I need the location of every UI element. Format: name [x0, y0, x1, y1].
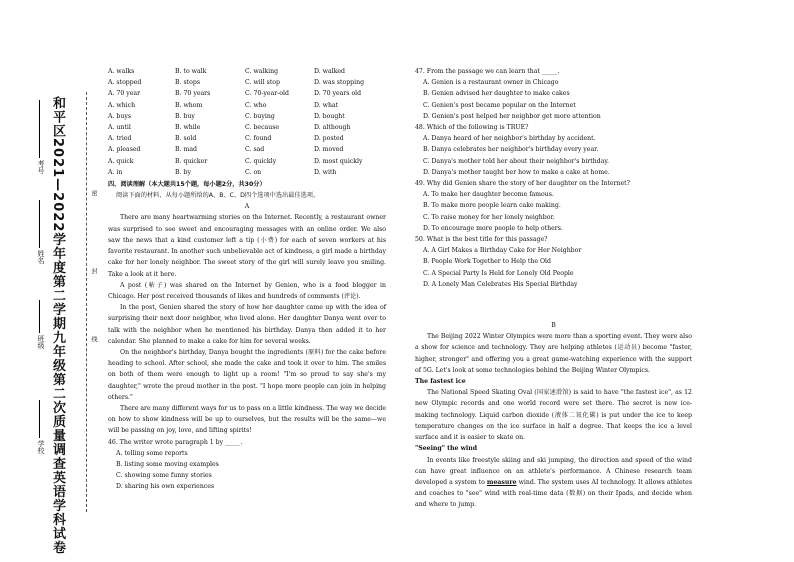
cloze-option-b: B. whom: [175, 101, 203, 109]
passage-a-paragraph: On the neighbor's birthday, Danya bought the ingredients (原料) for the cake before heading to school. After school, she made the cake and took it over to him. The smiles on both of them were enough to light up a room! "I'm so proud to say she's my daughter," wrote the proud mother in the post. "I hope more people can join in helping others.": [108, 348, 386, 401]
reading-instruction: 阅读下面的材料，从每小题所给的A、B、C、D四个选项中选出最佳选项。: [116, 192, 320, 200]
cloze-option-d: D. what: [314, 101, 339, 109]
spacer: [415, 290, 692, 320]
passage-a-label: A: [244, 203, 250, 211]
name-blank[interactable]: [39, 200, 40, 248]
cloze-row-37: [108, 77, 386, 88]
cloze-option-a: A. pleased: [108, 146, 141, 154]
cloze-row-44: [108, 156, 386, 167]
school-label: 学校: [37, 440, 45, 454]
cloze-option-d: D. most quickly: [314, 157, 363, 165]
exam-number-label: 考号: [37, 160, 45, 174]
question-49-option[interactable]: C. To raise money for her lonely neighbor.: [423, 213, 555, 221]
cloze-options: [108, 66, 386, 178]
question-46-option[interactable]: B. listing some moving examples: [116, 460, 219, 468]
question-49-option[interactable]: A. To make her daughter become famous.: [423, 191, 554, 199]
cloze-option-a: A. quick: [108, 157, 134, 165]
cloze-option-d: D. with: [314, 168, 337, 176]
cloze-row-42: [108, 133, 386, 144]
question-46-stem: 46. The writer wrote paragraph 1 by _____.: [108, 438, 243, 446]
question-49-stem: 49. Why did Genien share the story of her daughter on the Internet?: [415, 180, 630, 188]
question-47-option[interactable]: B. Genien advised her daughter to make cakes: [423, 90, 570, 98]
passage-a-paragraph: There are many heartwarming stories on the Internet. Recently, a restaurant owner was surprised to see sweet and encouraging messages with an online order. We also saw the news that a kind customer left a tip (小费) for each of seven workers at his favorite restaurant. In another such unbelievable act of kindness, a girl made a birthday cake for her lonely neighbor. The sweet story of the girl will surely leave you smiling. Take a look at it here.: [108, 214, 386, 278]
cloze-option-c: C. found: [245, 135, 272, 143]
question-48-stem: 48. Which of the following is TRUE?: [415, 124, 529, 132]
question-50-option[interactable]: B. People Work Together to Help the Old: [423, 258, 551, 266]
question-50-stem: 50. What is the best title for this passage?: [415, 236, 548, 244]
seeing-wind-text-pre: In events like freestyle skiing and ski jumping, the direction and speed of the wind can have great influence on an athlete's performance. A Chinese research team developed a system to: [415, 456, 692, 486]
question-48-option[interactable]: B. Danya celebrates her neighbor's birthday every year.: [423, 146, 599, 154]
question-49-option[interactable]: D. To encourage more people to help others.: [423, 224, 563, 232]
question-47-option[interactable]: A. Genien is a restaurant owner in Chicago: [423, 79, 559, 87]
cloze-option-d: D. moved: [314, 146, 344, 154]
exam-title: 和平区2021—2022学年度第二学期九年级第二次质量调查英语学科试卷: [50, 96, 65, 555]
cloze-row-39: [108, 100, 386, 111]
cloze-option-b: B. while: [175, 123, 201, 131]
fastest-ice-paragraph: The National Speed Skating Oval (国家速滑馆) is said to have "the fastest ice", as 12 new Olympic records and one world record were set there. The secret is new ice-making technology. Liquid carbon dioxide (液体二氧化碳) is put under the ice to keep temperature changes on the ice surface in half a degree. That keeps the ice a level surface and it is easier to skate on.: [415, 389, 692, 442]
seeing-wind-heading: "Seeing" the wind: [415, 445, 478, 453]
cloze-option-d: D. although: [314, 123, 351, 131]
question-46-option[interactable]: D. sharing his own experiences: [116, 483, 215, 491]
cloze-option-d: D. 70 years old: [314, 90, 362, 98]
cloze-option-b: B. sold: [175, 135, 197, 143]
seal-mark-feng: 封: [90, 268, 97, 274]
seeing-wind-paragraph: [415, 455, 692, 511]
question-46-option[interactable]: A. telling some reports: [116, 449, 188, 457]
question-48-option[interactable]: A. Danya heard of her neighbor's birthday by accident.: [423, 135, 596, 143]
reading-section-title: 四、阅读理解（本大题共15个题，每小题2分，共30分）: [108, 180, 266, 188]
passage-b-label: B: [551, 322, 556, 330]
cloze-option-a: A. in: [108, 168, 123, 176]
cloze-option-c: C. buying: [245, 112, 275, 120]
cloze-option-c: C. 70-year-old: [245, 90, 289, 98]
cloze-row-38: [108, 88, 386, 99]
cloze-option-c: C. on: [245, 168, 262, 176]
cloze-option-a: A. stopped: [108, 79, 142, 87]
seal-mark-mi: 密: [90, 190, 97, 196]
cloze-row-40: [108, 111, 386, 122]
name-label: 姓名: [37, 250, 45, 264]
seal-line: [86, 92, 87, 512]
cloze-option-c: C. will stop: [245, 79, 280, 87]
cloze-option-d: D. was stopping: [314, 79, 365, 87]
cloze-row-45: [108, 167, 386, 178]
class-blank[interactable]: [39, 300, 40, 333]
cloze-row-41: [108, 122, 386, 133]
question-50-option[interactable]: C. A Special Party Is Held for Lonely Old People: [423, 269, 574, 277]
cloze-option-b: B. by: [175, 168, 191, 176]
cloze-option-b: B. to walk: [175, 68, 207, 75]
seeing-wind-text-post: wind. The system uses AI technology. It allows athletes and coaches to "see" wind with real-time data (数据) on their Ipads, and decide when and where to jump.: [415, 478, 692, 509]
class-label: 班级: [37, 335, 45, 349]
seal-mark-xian: 线: [90, 336, 97, 342]
cloze-option-b: B. quicker: [175, 157, 208, 165]
question-47-stem: 47. From the passage we can learn that _____.: [415, 68, 560, 75]
cloze-option-a: A. which: [108, 101, 136, 109]
school-blank[interactable]: [39, 400, 40, 438]
passage-b-intro: The Beijing 2022 Winter Olympics were more than a sporting event. They were also a show for science and technology. They are helping athletes (运动员) become "faster, higher, stronger" and offering you a great game-watching experience with the support of 5G. Let's look at some technologies behind the Beijing Winter Olympics.: [415, 333, 692, 374]
cloze-option-d: D. walked: [314, 68, 346, 75]
cloze-option-c: C. quickly: [245, 157, 277, 165]
cloze-option-c: C. sad: [245, 146, 265, 154]
exam-number-blank[interactable]: [39, 100, 40, 158]
question-49-option[interactable]: B. To make more people learn cake making.: [423, 202, 561, 210]
cloze-option-a: A. until: [108, 123, 131, 131]
left-column: [108, 66, 386, 493]
cloze-option-a: A. tried: [108, 135, 132, 143]
question-50-option[interactable]: A. A Girl Makes a Birthday Cake for Her Neighbor: [423, 247, 582, 255]
cloze-option-b: B. mad: [175, 146, 197, 154]
passage-a-paragraph: In the post, Genien shared the story of how her daughter came up with the idea of surprising their next door neighbor, who lived alone. Her daughter Danya went over to talk with the neighbor when he mentioned his birthday. Danya then added it to her calendar. She planned to make a cake for him for several weeks.: [108, 304, 386, 345]
cloze-option-d: D. bought: [314, 112, 345, 120]
cloze-option-b: B. buy: [175, 112, 195, 120]
cloze-option-c: C. because: [245, 123, 280, 131]
underlined-word-measure: measure: [486, 478, 517, 486]
cloze-row-36: [108, 66, 386, 77]
question-48-option[interactable]: C. Danya's mother told her about their neighbor's birthday.: [423, 157, 610, 165]
cloze-option-c: C. who: [245, 101, 267, 109]
question-50-option[interactable]: D. A Lonely Man Celebrates His Special Birthday: [423, 280, 578, 288]
question-47-option[interactable]: D. Genien's post helped her neighbor get more attention: [423, 112, 601, 120]
cloze-option-a: A. buys: [108, 112, 132, 120]
question-47-option[interactable]: C. Genien's post became popular on the Internet: [423, 101, 576, 109]
passage-a-paragraph: There are many different ways for us to pass on a little kindness. The way we decide on how to show kindness will be up to ourselves, but the results will be the same—we will be passing on joy, love, and lifting spirits!: [108, 404, 386, 435]
cloze-option-b: B. stops: [175, 79, 201, 87]
fastest-ice-heading: The fastest ice: [415, 378, 466, 386]
cloze-option-d: D. posted: [314, 135, 344, 143]
cloze-option-a: A. walks: [108, 68, 135, 75]
binding-margin: [0, 0, 100, 562]
cloze-row-43: [108, 144, 386, 155]
cloze-option-a: A. 70 year: [108, 90, 141, 98]
passage-a-paragraph: A post (帖子) was shared on the Internet by Genien, who is a food blogger in Chicago. Her post received thousands of likes and hundreds of comments (评论).: [108, 281, 386, 300]
cloze-option-c: C. walking: [245, 68, 279, 75]
question-46-option[interactable]: C. showing some funny stories: [116, 472, 212, 480]
cloze-option-b: B. 70 years: [175, 90, 211, 98]
question-48-option[interactable]: D. Danya's mother taught her how to make a cake at home.: [423, 168, 610, 176]
right-column: [415, 66, 692, 511]
